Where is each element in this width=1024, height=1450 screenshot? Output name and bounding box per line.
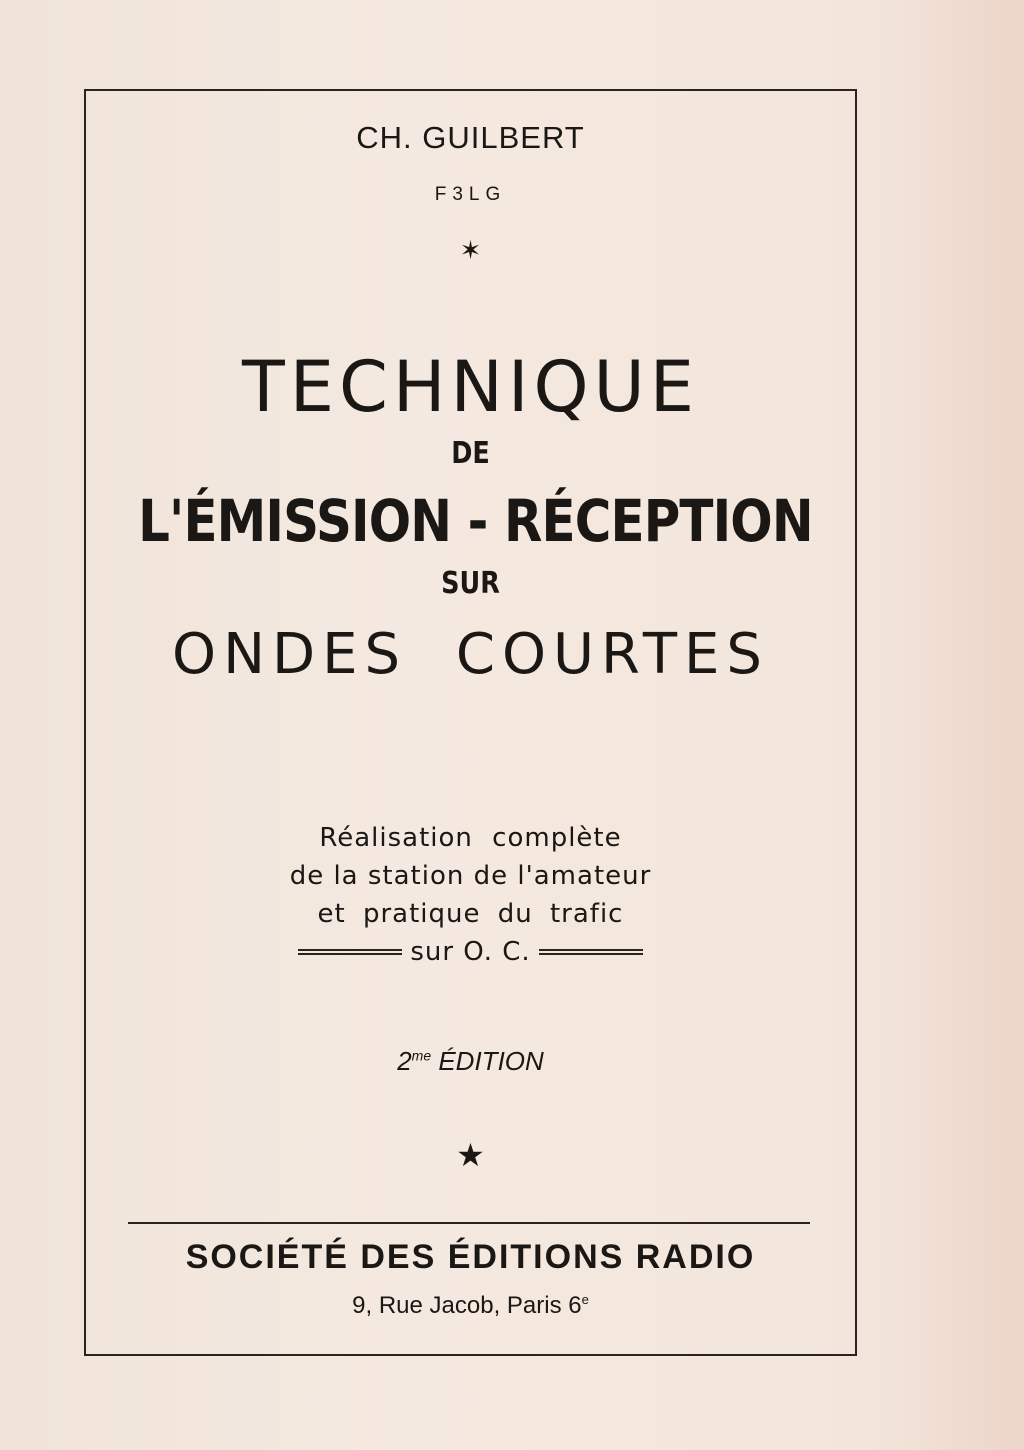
subtitle-line-4 [84, 937, 857, 967]
ornament-star-bottom-icon: ★ [456, 1136, 485, 1174]
address-suffix: e [581, 1292, 589, 1307]
publisher-address [84, 1292, 857, 1320]
edition-number: 2 [397, 1046, 412, 1076]
title-line-ondes-courtes: ONDES COURTES [172, 622, 769, 687]
title-line-technique: TECHNIQUE [241, 346, 700, 428]
publisher-name: SOCIÉTÉ DES ÉDITIONS RADIO [185, 1238, 756, 1276]
subtitle-line-4-text: sur O. C. [410, 937, 531, 967]
edition-suffix: me [411, 1047, 432, 1064]
edition-word: ÉDITION [438, 1046, 544, 1076]
author-callsign: F3LG [434, 184, 507, 205]
double-rule-left [298, 949, 402, 955]
edition-label [84, 1046, 857, 1077]
address-main: 9, Rue Jacob, Paris 6 [352, 1292, 582, 1319]
ornament-star-icon: ✶ [459, 236, 482, 266]
title-line-de: DE [451, 436, 490, 471]
author-name: CH. GUILBERT [356, 120, 585, 155]
title-line-emission-reception: L'ÉMISSION - RÉCEPTION [138, 487, 813, 555]
subtitle-line-3: et pratique du trafic [317, 899, 624, 929]
subtitle-line-2: de la station de l'amateur [289, 861, 652, 891]
publisher-rule [128, 1222, 810, 1224]
double-rule-right [539, 949, 643, 955]
subtitle-line-1: Réalisation complète [319, 823, 622, 853]
title-line-sur: SUR [441, 566, 500, 601]
